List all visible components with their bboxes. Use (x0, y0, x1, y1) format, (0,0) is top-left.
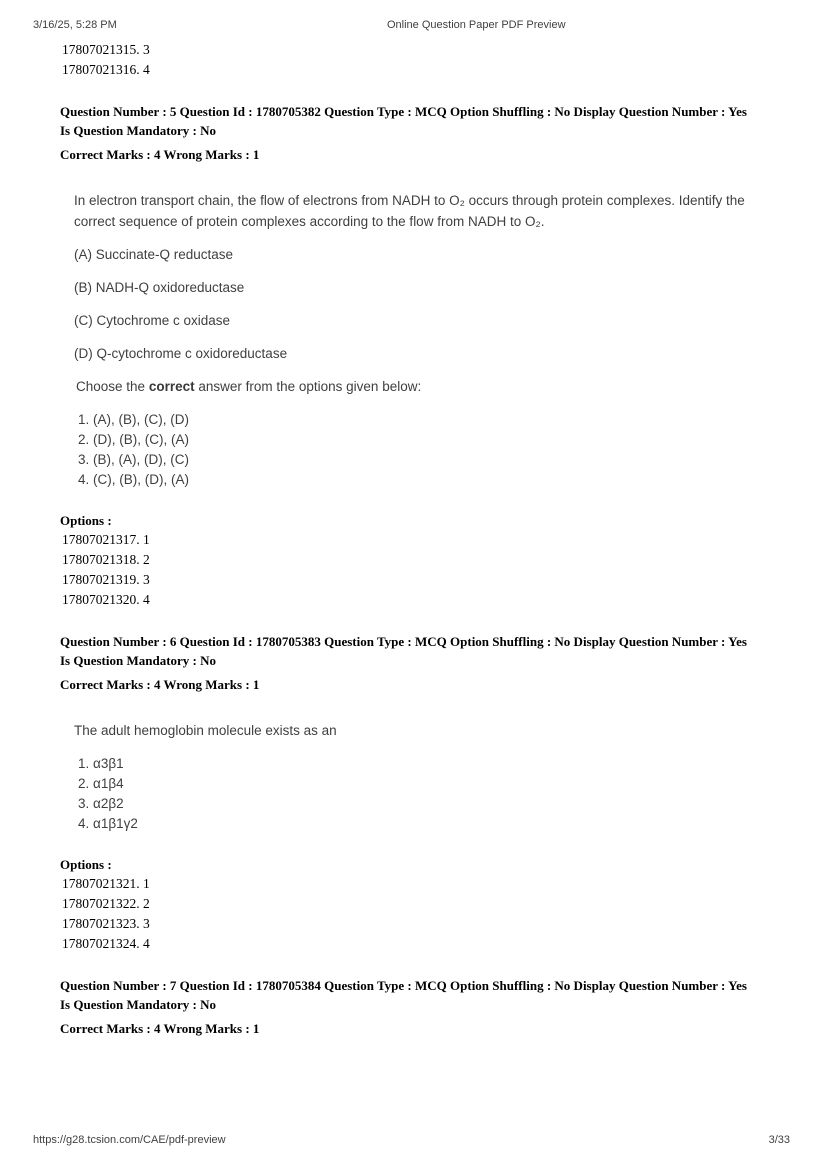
option-id-line: 17807021317. 1 (62, 532, 150, 547)
answer-choice: 4. (C), (B), (D), (A) (78, 472, 189, 487)
question-marks: Correct Marks : 4 Wrong Marks : 1 (60, 1021, 260, 1036)
answer-choice: 2. (D), (B), (C), (A) (78, 432, 189, 447)
answer-choice: 2. α1β4 (78, 776, 124, 791)
answer-choice: 3. α2β2 (78, 796, 124, 811)
option-id-line: 17807021316. 4 (62, 62, 150, 77)
option-id-line: 17807021321. 1 (62, 876, 150, 891)
header-title: Online Question Paper PDF Preview (387, 19, 566, 31)
lettered-option: (C) Cytochrome c oxidase (74, 313, 231, 328)
option-id-line: 17807021319. 3 (62, 572, 150, 587)
option-id-line: 17807021315. 3 (62, 42, 150, 57)
option-id-list (62, 530, 802, 610)
question-block-6 (60, 632, 802, 954)
option-id-line: 17807021322. 2 (62, 896, 150, 911)
option-id-line: 17807021320. 4 (62, 592, 150, 607)
header-datetime: 3/16/25, 5:28 PM (33, 19, 117, 31)
answer-choice-list (78, 410, 802, 490)
answer-choice-list (78, 754, 802, 834)
leading-option-id-list (62, 40, 802, 80)
question-block-5 (60, 102, 802, 610)
question-meta-line1: Question Number : 7 Question Id : 1780705384 Question Type : MCQ Option Shuffling : No Display Question Number : Yes (60, 978, 747, 993)
question-meta (60, 976, 802, 1038)
question-meta-line1: Question Number : 6 Question Id : 1780705383 Question Type : MCQ Option Shuffling : No Display Question Number : Yes (60, 634, 747, 649)
footer-page-indicator: 3/33 (768, 1134, 790, 1146)
footer-url: https://g28.tcsion.com/CAE/pdf-preview (33, 1134, 226, 1146)
answer-choice: 4. α1β1γ2 (78, 816, 138, 831)
page-footer (33, 1134, 790, 1146)
question-meta-line1: Question Number : 5 Question Id : 1780705382 Question Type : MCQ Option Shuffling : No Display Question Number : Yes (60, 104, 747, 119)
choose-instruction (76, 376, 802, 397)
question-block-7 (60, 976, 802, 1038)
question-meta (60, 632, 802, 694)
question-body (74, 720, 802, 834)
lettered-option: (B) NADH-Q oxidoreductase (74, 280, 245, 295)
question-meta-line2: Is Question Mandatory : No (60, 997, 217, 1012)
lettered-option: (D) Q-cytochrome c oxidoreductase (74, 346, 288, 361)
page-content (60, 0, 802, 1038)
option-id-line: 17807021323. 3 (62, 916, 150, 931)
question-meta-line2: Is Question Mandatory : No (60, 653, 217, 668)
question-stem: In electron transport chain, the flow of electrons from NADH to O₂ occurs through protein complexes. Identify the correct sequence of protein complexes according to the flow from NADH to O₂. (74, 193, 745, 229)
choose-bold-word: correct (148, 379, 195, 394)
question-meta (60, 102, 802, 164)
answer-choice: 3. (B), (A), (D), (C) (78, 452, 189, 467)
question-body (74, 190, 802, 490)
answer-choice: 1. α3β1 (78, 756, 124, 771)
answer-choice: 1. (A), (B), (C), (D) (78, 412, 189, 427)
option-id-line: 17807021324. 4 (62, 936, 150, 951)
options-label: Options : (60, 857, 112, 872)
choose-suffix: answer from the options given below: (194, 379, 422, 394)
option-id-line: 17807021318. 2 (62, 552, 150, 567)
lettered-option: (A) Succinate-Q reductase (74, 247, 234, 262)
question-marks: Correct Marks : 4 Wrong Marks : 1 (60, 147, 260, 162)
question-meta-line2: Is Question Mandatory : No (60, 123, 217, 138)
options-label: Options : (60, 513, 112, 528)
question-marks: Correct Marks : 4 Wrong Marks : 1 (60, 677, 260, 692)
option-id-list (62, 874, 802, 954)
choose-prefix: Choose the (76, 379, 149, 394)
question-stem: The adult hemoglobin molecule exists as an (74, 723, 337, 738)
